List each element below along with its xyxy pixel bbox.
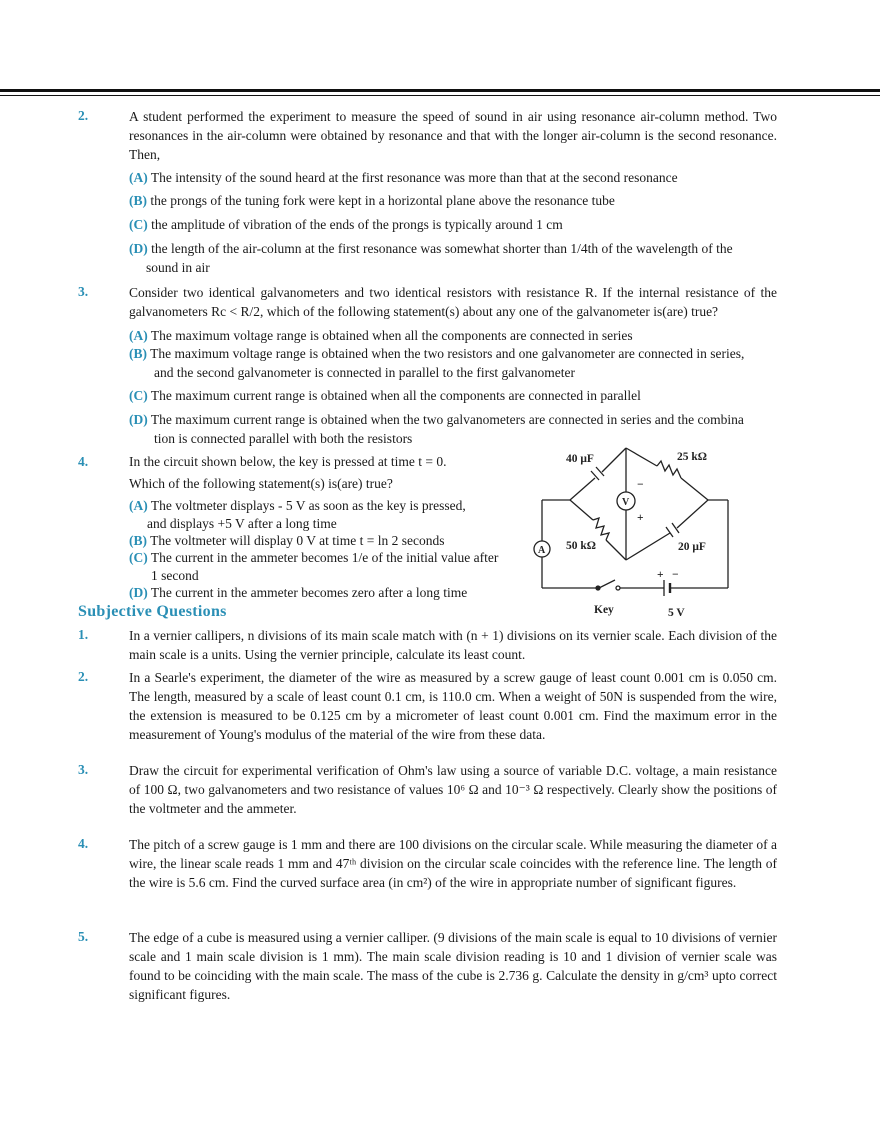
q4-option-b-label: (B) [129, 533, 147, 548]
circuit-diagram [530, 438, 740, 623]
sq2-number: 2. [78, 669, 89, 684]
sq2-text: In a Searle's experiment, the diameter of the wire as measured by a screw gauge of least count 0.001 cm is 0.050 cm. The length, measured by a scale of least count 0.1 cm, is 110.0 cm. When a weight of 50N is suspended from the wire, the extension is measured to be 0.125 cm by a micrometer of least count 0.001 cm. Find the maximum error in the measurement of Young's modulus of the material of the wire from these data. [129, 670, 777, 742]
label-key: Key [594, 604, 614, 616]
q4-option-a-continued: and displays +5 V after a long time [147, 516, 337, 531]
q4-line1: In the circuit shown below, the key is pressed at time t = 0. [129, 454, 447, 469]
q4-option-a-label: (A) [129, 498, 148, 513]
key-contact-right [616, 586, 620, 590]
q4-number: 4. [78, 454, 89, 469]
label-battery-plus: + [657, 569, 664, 581]
q2-option-b-text: the prongs of the tuning fork were kept in a horizontal plane above the resonance tube [150, 193, 615, 208]
q3-option-c-text: The maximum current range is obtained when all the components are connected in parallel [150, 388, 641, 403]
q4-option-c-label: (C) [129, 550, 148, 565]
wire-r1-b [681, 478, 708, 500]
wire-c1-b [602, 448, 626, 472]
q3-option-b-text: The maximum voltage range is obtained when the two resistors and one galvanometer are connected in series, [150, 346, 745, 361]
q2-option-c [129, 216, 563, 234]
q2-option-d-label: (D) [129, 241, 148, 256]
q4-option-a [129, 497, 466, 515]
q2-option-a-text: The intensity of the sound heard at the first resonance was more than that at the second resonance [150, 170, 678, 185]
q4-option-a-text: The voltmeter displays - 5 V as soon as the key is pressed, [150, 498, 466, 513]
q2-option-b [129, 192, 615, 210]
wire-r2-a [570, 500, 593, 520]
label-battery-minus: − [672, 569, 679, 581]
label-c2: 20 μF [678, 541, 706, 553]
q3-option-b-continued: and the second galvanometer is connected in parallel to the first galvanometer [154, 365, 575, 380]
sq1-number: 1. [78, 627, 89, 642]
q2-text: A student performed the experiment to measure the speed of sound in air using resonance air-column method. Two resonances in the air-column were obtained by resonance and that with the longer air-column is the second resonance. Then, [129, 109, 777, 162]
q3-option-d [129, 411, 777, 429]
resistor-r2 [593, 518, 609, 540]
header-rule-thin [0, 95, 880, 96]
q3-option-d-continued: tion is connected parallel with both the resistors [154, 431, 413, 446]
q2-option-b-label: (B) [129, 193, 147, 208]
q4-option-c-continued: 1 second [151, 568, 199, 583]
q2-option-a-label: (A) [129, 170, 148, 185]
q4-option-c-text: The current in the ammeter becomes 1/e of the initial value after [150, 550, 499, 565]
q3-option-a-label: (A) [129, 328, 148, 343]
label-r1: 25 kΩ [677, 451, 707, 463]
q2-option-d-text: the length of the air-column at the first resonance was somewhat shorter than 1/4th of the wavelength of the [151, 241, 733, 256]
sq5-text: The edge of a cube is measured using a vernier calliper. (9 divisions of the main scale is equal to 10 divisions of vernier scale and 1 main scale division is 1 mm). The main scale division reading is 10 and 1 division of vernier scale was found to be coinciding with the main scale. The mass of the cube is 2.736 g. Calculate the density in g/cm³ upto correct significant figures. [129, 930, 777, 1002]
sq4-text: The pitch of a screw gauge is 1 mm and there are 100 divisions on the circular scale. While measuring the diameter of a wire, the linear scale reads 1 mm and 47ᵗʰ division on the circular scale coincides with the reference line. The length of the wire is 5.6 cm. Find the curved surface area (in cm²) of the wire in appropriate number of significant figures. [129, 837, 777, 890]
wire-c1-a [570, 478, 595, 500]
wire-c2-a [626, 533, 670, 560]
label-ammeter: A [538, 545, 546, 556]
wire-r2-b [606, 540, 626, 560]
q3-option-a-text: The maximum voltage range is obtained when all the components are connected in series [150, 328, 633, 343]
key-switch [599, 580, 615, 588]
subjective-heading: Subjective Questions [78, 603, 227, 620]
label-voltmeter-plus: + [637, 512, 644, 524]
label-c1: 40 μF [566, 453, 594, 465]
q3-option-c [129, 387, 641, 405]
label-voltmeter: V [622, 497, 630, 508]
q2-number: 2. [78, 108, 89, 123]
header-rule-thick [0, 89, 880, 92]
wire-r1-a [626, 448, 657, 466]
sq1-text: In a vernier callipers, n divisions of its main scale match with (n + 1) divisions on its vernier scale. Each division of the main scale is a units. Using the vernier principle, calculate its least count. [129, 628, 777, 662]
label-battery: 5 V [668, 607, 685, 619]
sq4-number: 4. [78, 836, 89, 851]
q3-option-b-label: (B) [129, 346, 147, 361]
q4-option-c [129, 549, 498, 567]
q4-option-b-text: The voltmeter will display 0 V at time t = ln 2 seconds [150, 533, 445, 548]
sq5-number: 5. [78, 929, 89, 944]
q3-option-d-text: The maximum current range is obtained when the two galvanometers are connected in series and the combina [150, 412, 744, 427]
q3-option-d-label: (D) [129, 412, 148, 427]
q4-option-b [129, 532, 444, 550]
q3-number: 3. [78, 284, 89, 299]
q3-option-c-label: (C) [129, 388, 148, 403]
label-r2: 50 kΩ [566, 540, 596, 552]
q4-line2: Which of the following statement(s) is(are) true? [129, 476, 393, 491]
q2-option-c-label: (C) [129, 217, 148, 232]
q2-option-d-continued: sound in air [146, 260, 210, 275]
label-voltmeter-minus: − [637, 479, 644, 491]
sq3-text: Draw the circuit for experimental verification of Ohm's law using a source of variable D.C. voltage, a main resistance of 100 Ω, two galvanometers and two resistance of values 10⁶ Ω and 10⁻³ Ω respectively. Clearly show the positions of the voltmeter and the ammeter. [129, 763, 777, 816]
key-contact-left [596, 586, 600, 590]
wire-c2-b [677, 500, 708, 528]
q2-option-c-text: the amplitude of vibration of the ends of the prongs is typically around 1 cm [151, 217, 563, 232]
q2-option-a [129, 169, 678, 187]
sq3-number: 3. [78, 762, 89, 777]
q4-option-d-text: The current in the ammeter becomes zero after a long time [150, 585, 468, 600]
q4-option-d [129, 584, 467, 602]
q4-option-d-label: (D) [129, 585, 148, 600]
q3-text: Consider two identical galvanometers and two identical resistors with resistance R. If the internal resistance of the galvanometers Rc < R/2, which of the following statement(s) about any one of the galvanometer is(are) true? [129, 285, 777, 319]
q3-option-a [129, 327, 633, 345]
q3-option-b [129, 345, 777, 363]
resistor-r1 [657, 461, 681, 478]
q2-option-d [129, 240, 777, 258]
